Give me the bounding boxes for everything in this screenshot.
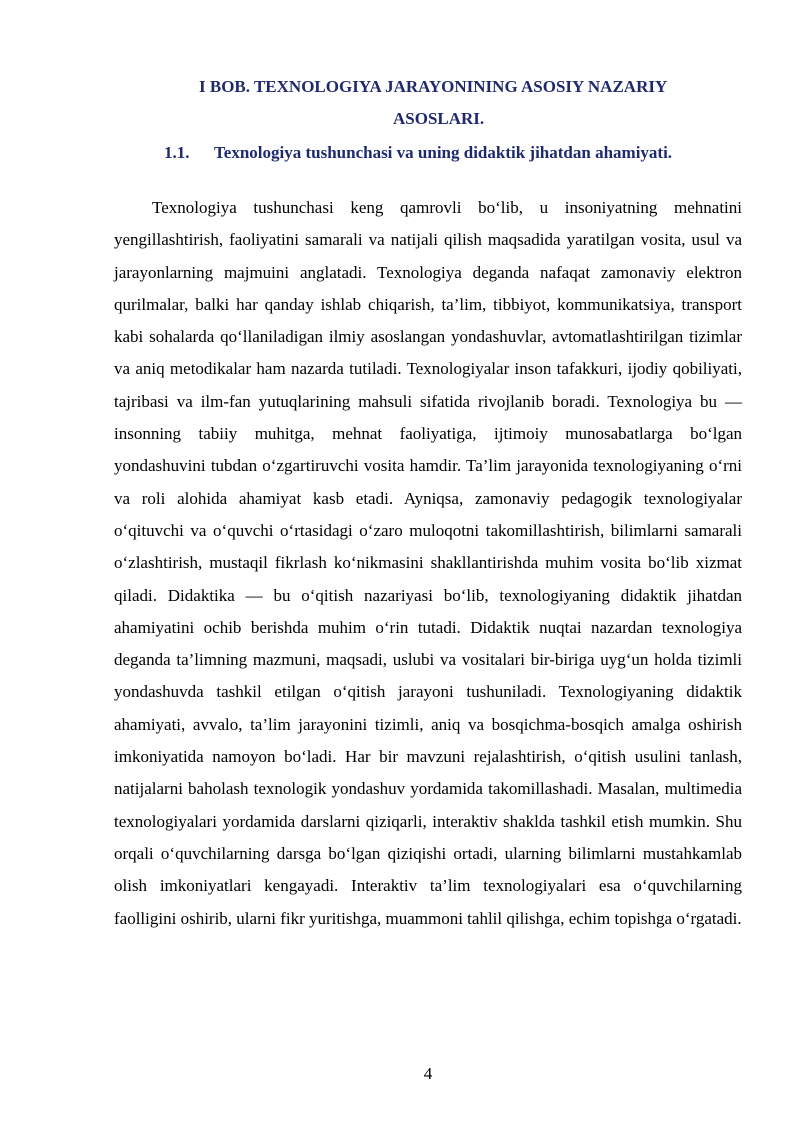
chapter-title-line-1: I BOB. TEXNOLOGIYA JARAYONINING ASOSIY NAZARIY [199, 77, 668, 96]
body-paragraph: Texnologiya tushunchasi keng qamrovli bo‘lib, u insoniyatning mehnatini yengillashtirish, faoliyatini samarali va natijali qilish maqsadida yaratilgan vosita, usul va jarayonlarning majmuini anglatadi. Texnologiya deganda nafaqat zamonaviy elektron qurilmalar, balki har qanday ishlab chiqarish, ta’lim, tibbiyot, kommunikatsiya, transport kabi sohalarda qo‘llaniladigan ilmiy asoslangan yondashuvlar, avtomatlashtirilgan tizimlar va aniq metodikalar ham nazarda tutiladi. Texnologiyalar inson tafakkuri, ijodiy qobiliyati, tajribasi va ilm-fan yutuqlarining mahsuli sifatida rivojlanib boradi. Texnologiya bu — insonning tabiiy muhitga, mehnat faoliyatiga, ijtimoiy munosabatlarga bo‘lgan yondashuvini tubdan o‘zgartiruvchi vosita hamdir. Ta’lim jarayonida texnologiyaning o‘rni va roli alohida ahamiyat kasb etadi. Ayniqsa, zamonaviy pedagogik texnologiyalar o‘qituvchi va o‘quvchi o‘rtasidagi o‘zaro muloqotni takomillashtirish, bilimlarni samarali o‘zlashtirish, mustaqil fikrlash ko‘nikmasini shakllantirishda muhim vosita bo‘lib xizmat qiladi. Didaktika — bu o‘qitish nazariyasi bo‘lib, texnologiyaning didaktik jihatdan ahamiyatini ochib berishda muhim o‘rin tutadi. Didaktik nuqtai nazardan texnologiya deganda ta’limning mazmuni, maqsadi, uslubi va vositalari bir-biriga uyg‘un holda tizimli yondashuvda tashkil etilgan o‘qitish jarayoni tushuniladi. Texnologiyaning didaktik ahamiyati, avvalo, ta’lim jarayonini tizimli, aniq va bosqichma-bosqich amalga oshirish imkoniyatida namoyon bo‘ladi. Har bir mavzuni rejalashtirish, o‘qitish usulini tanlash, natijalarni baholash texnologik yondashuv yordamida takomillashadi. Masalan, multimedia texnologiyalari yordamida darslarni qiziqarli, interaktiv shaklda tashkil etish mumkin. Shu orqali o‘quvchilarning darsga bo‘lgan qiziqishi ortadi, ularning bilimlarni mustahkamlab olish imkoniyatlari kengayadi. Interaktiv ta’lim texnologiyalari esa o‘quvchilarning faolligini oshirib, ularni fikr yuritishga, muammoni tahlil qilishga, echim topishga o‘rgatadi. [114, 198, 742, 928]
section-heading [164, 143, 672, 163]
chapter-title-line-2: ASOSLARI. [393, 109, 485, 128]
section-title: Texnologiya tushunchasi va uning didaktik jihatdan ahamiyati. [214, 143, 673, 162]
section-number: 1.1. [164, 143, 190, 162]
page-number: 4 [423, 1064, 433, 1083]
